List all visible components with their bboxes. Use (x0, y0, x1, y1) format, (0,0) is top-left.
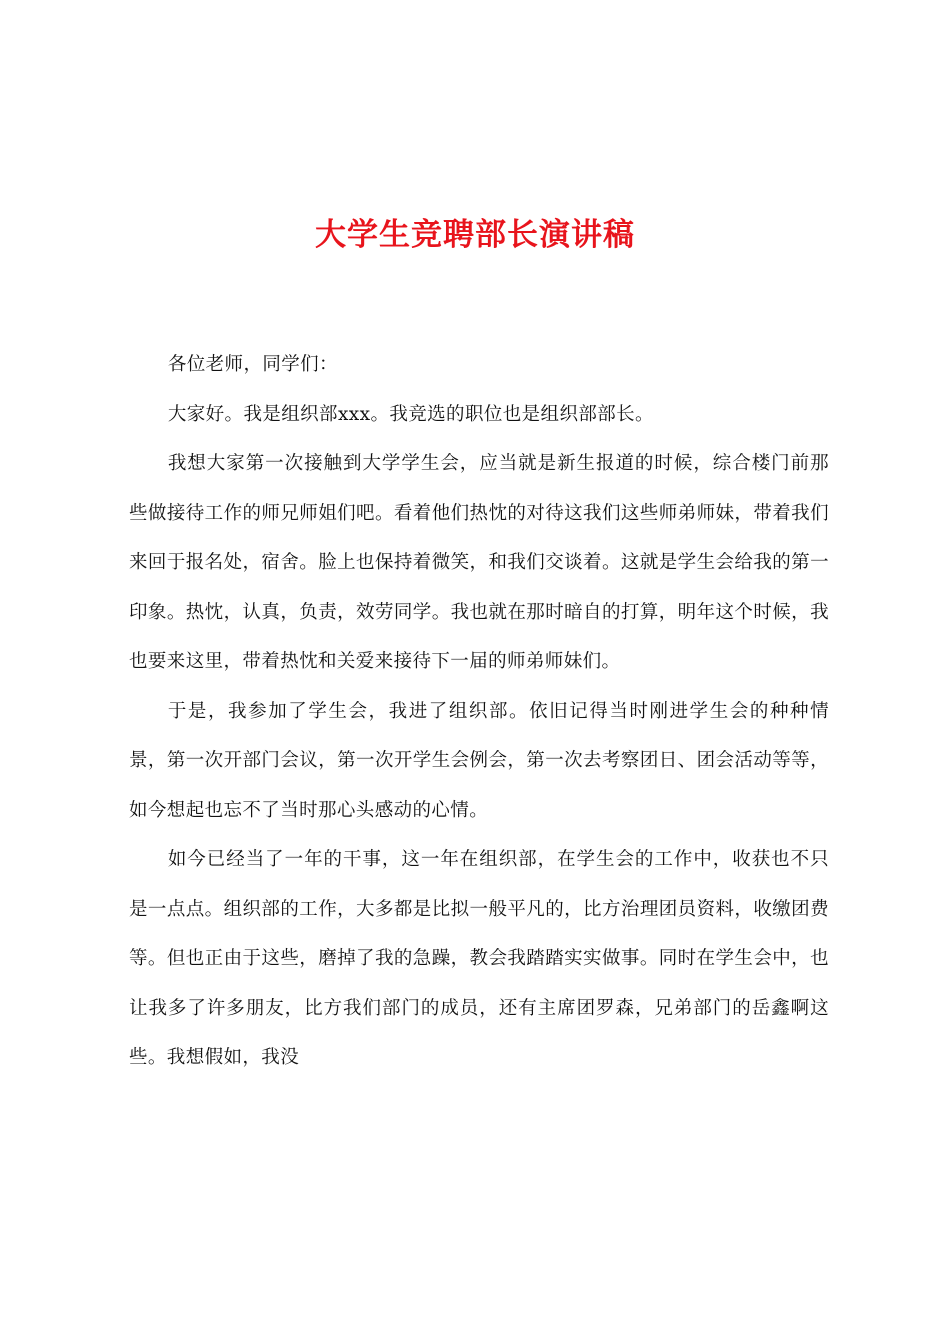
paragraph-greeting: 各位老师，同学们： (167, 354, 338, 375)
paragraph-joining: 于是，我参加了学生会，我进了组织部。依旧记得当时刚进学生会的种种情景，第一次开部门会议，第一次开学生会例会，第一次去考察团日、团会活动等等，如今想起也忘不了当时那心头感动的心情。 (129, 700, 829, 821)
paragraph-first-impression: 我想大家第一次接触到大学学生会，应当就是新生报道的时候，综合楼门前那些做接待工作的师兄师姐们吧。看着他们热忱的对待这我们这些师弟师妹，带着我们来回于报名处，宿舍。脸上也保持着微笑，和我们交谈着。这就是学生会给我的第一印象。热忱，认真，负责，效劳同学。我也就在那时暗自的打算，明年这个时候，我也要来这里，带着热忱和关爱来接待下一届的师弟师妹们。 (129, 453, 829, 672)
paragraph-experience: 如今已经当了一年的干事，这一年在组织部，在学生会的工作中，收获也不只是一点点。组织部的工作，大多都是比拟一般平凡的，比方治理团员资料，收缴团费等。但也正由于这些，磨掉了我的急躁，教会我踏踏实实做事。同时在学生会中，也让我多了许多朋友，比方我们部门的成员，还有主席团罗森，兄弟部门的岳鑫啊这些。我想假如，我没 (129, 849, 829, 1068)
document-title: 大学生竞聘部长演讲稿 (315, 217, 635, 253)
document-body (129, 340, 829, 1083)
paragraph-introduction: 大家好。我是组织部xxx。我竞选的职位也是组织部部长。 (167, 403, 654, 425)
